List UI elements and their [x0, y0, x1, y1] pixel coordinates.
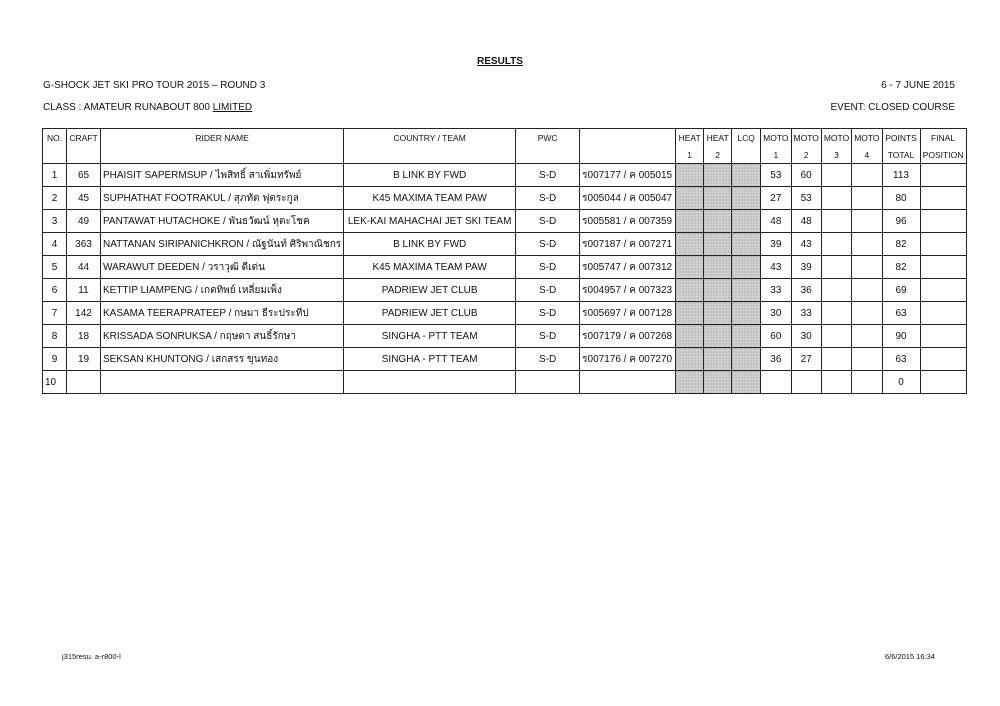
row-moto-1: 60 — [761, 325, 791, 348]
row-heat-1 — [676, 325, 704, 348]
header-heat-1: HEAT — [676, 129, 704, 147]
row-moto-3 — [821, 210, 851, 233]
row-total: 80 — [882, 187, 920, 210]
event-type: EVENT: CLOSED COURSE — [830, 102, 955, 113]
row-moto-1: 53 — [761, 164, 791, 187]
row-heat-2 — [704, 371, 732, 394]
row-moto-4 — [852, 164, 882, 187]
row-heat-1 — [676, 210, 704, 233]
table-row — [43, 256, 967, 279]
row-lcq — [732, 348, 761, 371]
row-lcq — [732, 164, 761, 187]
header-reg — [580, 129, 676, 147]
row-moto-3 — [821, 325, 851, 348]
row-reg: ร007177 / ค 005015 — [580, 164, 676, 187]
row-heat-2 — [704, 187, 732, 210]
row-craft: 45 — [67, 187, 101, 210]
results-body — [43, 164, 967, 394]
row-moto-4 — [852, 302, 882, 325]
row-no: 2 — [43, 187, 67, 210]
row-position — [920, 279, 966, 302]
row-moto-3 — [821, 302, 851, 325]
row-moto-4 — [852, 256, 882, 279]
row-craft — [67, 371, 101, 394]
header-moto-1-num: 1 — [761, 146, 791, 164]
row-moto-4 — [852, 325, 882, 348]
header-lcq: LCQ — [732, 129, 761, 147]
row-position — [920, 371, 966, 394]
row-total: 63 — [882, 302, 920, 325]
row-total: 69 — [882, 279, 920, 302]
row-total: 63 — [882, 348, 920, 371]
row-heat-2 — [704, 256, 732, 279]
row-moto-1: 27 — [761, 187, 791, 210]
row-position — [920, 164, 966, 187]
row-craft: 49 — [67, 210, 101, 233]
row-lcq — [732, 256, 761, 279]
row-moto-2: 48 — [791, 210, 821, 233]
class-prefix: CLASS : AMATEUR RUNABOUT 800 — [43, 102, 213, 113]
row-craft: 11 — [67, 279, 101, 302]
row-pwc: S-D — [516, 279, 580, 302]
row-lcq — [732, 233, 761, 256]
footer-file-ref: j315resu. a-r800-l — [62, 652, 121, 661]
row-total: 0 — [882, 371, 920, 394]
header-position: POSITION — [920, 146, 966, 164]
row-total: 82 — [882, 256, 920, 279]
row-moto-1: 48 — [761, 210, 791, 233]
table-row — [43, 233, 967, 256]
row-reg: ร005697 / ค 007128 — [580, 302, 676, 325]
row-moto-2 — [791, 371, 821, 394]
table-row — [43, 164, 967, 187]
row-lcq — [732, 371, 761, 394]
row-no: 6 — [43, 279, 67, 302]
row-moto-1: 39 — [761, 233, 791, 256]
row-craft: 18 — [67, 325, 101, 348]
header-moto-4: MOTO — [852, 129, 882, 147]
row-pwc: S-D — [516, 302, 580, 325]
row-rider: PHAISIT SAPERMSUP / ไพสิทธิ์ สาเพิ่มทรัพย์ — [101, 164, 344, 187]
row-reg: ร005747 / ค 007312 — [580, 256, 676, 279]
header-craft: CRAFT — [67, 129, 101, 147]
row-craft: 65 — [67, 164, 101, 187]
header-moto-3-num: 3 — [821, 146, 851, 164]
event-name: G-SHOCK JET SKI PRO TOUR 2015 – ROUND 3 — [43, 80, 266, 91]
row-lcq — [732, 302, 761, 325]
row-moto-2: 53 — [791, 187, 821, 210]
row-reg: ร007176 / ค 007270 — [580, 348, 676, 371]
row-pwc: S-D — [516, 325, 580, 348]
row-heat-2 — [704, 210, 732, 233]
row-no: 5 — [43, 256, 67, 279]
row-moto-2: 60 — [791, 164, 821, 187]
header-moto-2-num: 2 — [791, 146, 821, 164]
header-moto-4-num: 4 — [852, 146, 882, 164]
row-moto-1: 43 — [761, 256, 791, 279]
row-position — [920, 256, 966, 279]
row-heat-2 — [704, 325, 732, 348]
row-total: 113 — [882, 164, 920, 187]
row-heat-1 — [676, 348, 704, 371]
row-lcq — [732, 279, 761, 302]
row-rider: NATTANAN SIRIPANICHKRON / ณัฐนันท์ ศิริพาณิชกร — [101, 233, 344, 256]
row-moto-3 — [821, 164, 851, 187]
header-country-team: COUNTRY / TEAM — [344, 129, 516, 147]
row-no: 4 — [43, 233, 67, 256]
row-no: 7 — [43, 302, 67, 325]
row-craft: 363 — [67, 233, 101, 256]
row-team — [344, 371, 516, 394]
row-reg — [580, 371, 676, 394]
footer-timestamp: 6/6/2015 16:34 — [884, 652, 935, 661]
event-date: 6 - 7 JUNE 2015 — [881, 80, 955, 91]
row-moto-3 — [821, 371, 851, 394]
row-rider: SEKSAN KHUNTONG / เสกสรร ขุนทอง — [101, 348, 344, 371]
row-heat-1 — [676, 302, 704, 325]
table-row — [43, 302, 967, 325]
row-team: SINGHA - PTT TEAM — [344, 325, 516, 348]
row-lcq — [732, 325, 761, 348]
row-moto-4 — [852, 210, 882, 233]
row-no: 1 — [43, 164, 67, 187]
row-reg: ร007187 / ค 007271 — [580, 233, 676, 256]
header-no: NO. — [43, 129, 67, 147]
table-row — [43, 325, 967, 348]
row-team: B LINK BY FWD — [344, 233, 516, 256]
row-craft: 19 — [67, 348, 101, 371]
row-moto-2: 30 — [791, 325, 821, 348]
row-position — [920, 348, 966, 371]
header-final: FINAL — [920, 129, 966, 147]
row-team: B LINK BY FWD — [344, 164, 516, 187]
row-reg: ร005044 / ค 005047 — [580, 187, 676, 210]
header-heat-2-num: 2 — [704, 146, 732, 164]
row-no: 3 — [43, 210, 67, 233]
row-moto-2: 33 — [791, 302, 821, 325]
row-moto-4 — [852, 279, 882, 302]
row-pwc: S-D — [516, 187, 580, 210]
row-heat-1 — [676, 279, 704, 302]
row-moto-4 — [852, 348, 882, 371]
row-team: PADRIEW JET CLUB — [344, 302, 516, 325]
header-total: TOTAL — [882, 146, 920, 164]
row-moto-1: 30 — [761, 302, 791, 325]
row-heat-1 — [676, 164, 704, 187]
header-moto-3: MOTO — [821, 129, 851, 147]
row-rider: PANTAWAT HUTACHOKE / พันธวัฒน์ หุตะโชค — [101, 210, 344, 233]
row-moto-3 — [821, 256, 851, 279]
class-limited: LIMITED — [212, 102, 253, 113]
row-rider: KASAMA TEERAPRATEEP / กษมา ธีระประทีป — [101, 302, 344, 325]
header-rider-name: RIDER NAME — [101, 129, 344, 147]
row-no: 9 — [43, 348, 67, 371]
header-heat-1-num: 1 — [676, 146, 704, 164]
row-position — [920, 210, 966, 233]
row-rider: SUPHATHAT FOOTRAKUL / สุภทัต ฟุตระกูล — [101, 187, 344, 210]
results-table — [42, 128, 967, 394]
row-reg: ร004957 / ค 007323 — [580, 279, 676, 302]
row-moto-1 — [761, 371, 791, 394]
row-position — [920, 233, 966, 256]
table-row — [43, 210, 967, 233]
row-lcq — [732, 187, 761, 210]
row-heat-2 — [704, 164, 732, 187]
row-team: LEK-KAI MAHACHAI JET SKI TEAM — [344, 210, 516, 233]
row-reg: ร005581 / ค 007359 — [580, 210, 676, 233]
row-reg: ร007179 / ค 007268 — [580, 325, 676, 348]
row-moto-4 — [852, 187, 882, 210]
row-craft: 44 — [67, 256, 101, 279]
row-heat-2 — [704, 279, 732, 302]
row-moto-2: 39 — [791, 256, 821, 279]
table-row — [43, 371, 967, 394]
header-moto-1: MOTO — [761, 129, 791, 147]
row-craft: 142 — [67, 302, 101, 325]
row-heat-1 — [676, 233, 704, 256]
row-team: PADRIEW JET CLUB — [344, 279, 516, 302]
row-rider: KRISSADA SONRUKSA / กฤษดา สนธิ์รักษา — [101, 325, 344, 348]
row-team: SINGHA - PTT TEAM — [344, 348, 516, 371]
row-moto-3 — [821, 279, 851, 302]
row-pwc: S-D — [516, 348, 580, 371]
row-rider: KETTIP LIAMPENG / เกตทิพย์ เหลี่ยมเพ็ง — [101, 279, 344, 302]
row-no: 10 — [43, 371, 67, 394]
row-rider — [101, 371, 344, 394]
row-moto-2: 27 — [791, 348, 821, 371]
row-pwc: S-D — [516, 210, 580, 233]
row-moto-3 — [821, 187, 851, 210]
row-moto-1: 33 — [761, 279, 791, 302]
row-pwc: S-D — [516, 233, 580, 256]
row-pwc: S-D — [516, 256, 580, 279]
row-pwc — [516, 371, 580, 394]
row-position — [920, 187, 966, 210]
row-position — [920, 302, 966, 325]
row-no: 8 — [43, 325, 67, 348]
row-moto-2: 43 — [791, 233, 821, 256]
table-row — [43, 279, 967, 302]
header-pwc: PWC — [516, 129, 580, 147]
row-heat-2 — [704, 302, 732, 325]
row-heat-2 — [704, 233, 732, 256]
row-rider: WARAWUT DEEDEN / วราวุฒิ ดีเด่น — [101, 256, 344, 279]
row-moto-2: 36 — [791, 279, 821, 302]
row-pwc: S-D — [516, 164, 580, 187]
row-moto-3 — [821, 348, 851, 371]
row-moto-1: 36 — [761, 348, 791, 371]
row-team: K45 MAXIMA TEAM PAW — [344, 256, 516, 279]
table-row — [43, 348, 967, 371]
row-lcq — [732, 210, 761, 233]
row-position — [920, 325, 966, 348]
header-points: POINTS — [882, 129, 920, 147]
row-heat-1 — [676, 371, 704, 394]
row-heat-1 — [676, 187, 704, 210]
row-team: K45 MAXIMA TEAM PAW — [344, 187, 516, 210]
row-moto-4 — [852, 371, 882, 394]
header-moto-2: MOTO — [791, 129, 821, 147]
row-moto-3 — [821, 233, 851, 256]
row-heat-1 — [676, 256, 704, 279]
table-row — [43, 187, 967, 210]
row-total: 96 — [882, 210, 920, 233]
row-moto-4 — [852, 233, 882, 256]
class-label — [43, 102, 252, 113]
row-total: 90 — [882, 325, 920, 348]
row-heat-2 — [704, 348, 732, 371]
page-title: RESULTS — [477, 56, 523, 67]
row-total: 82 — [882, 233, 920, 256]
header-heat-2: HEAT — [704, 129, 732, 147]
